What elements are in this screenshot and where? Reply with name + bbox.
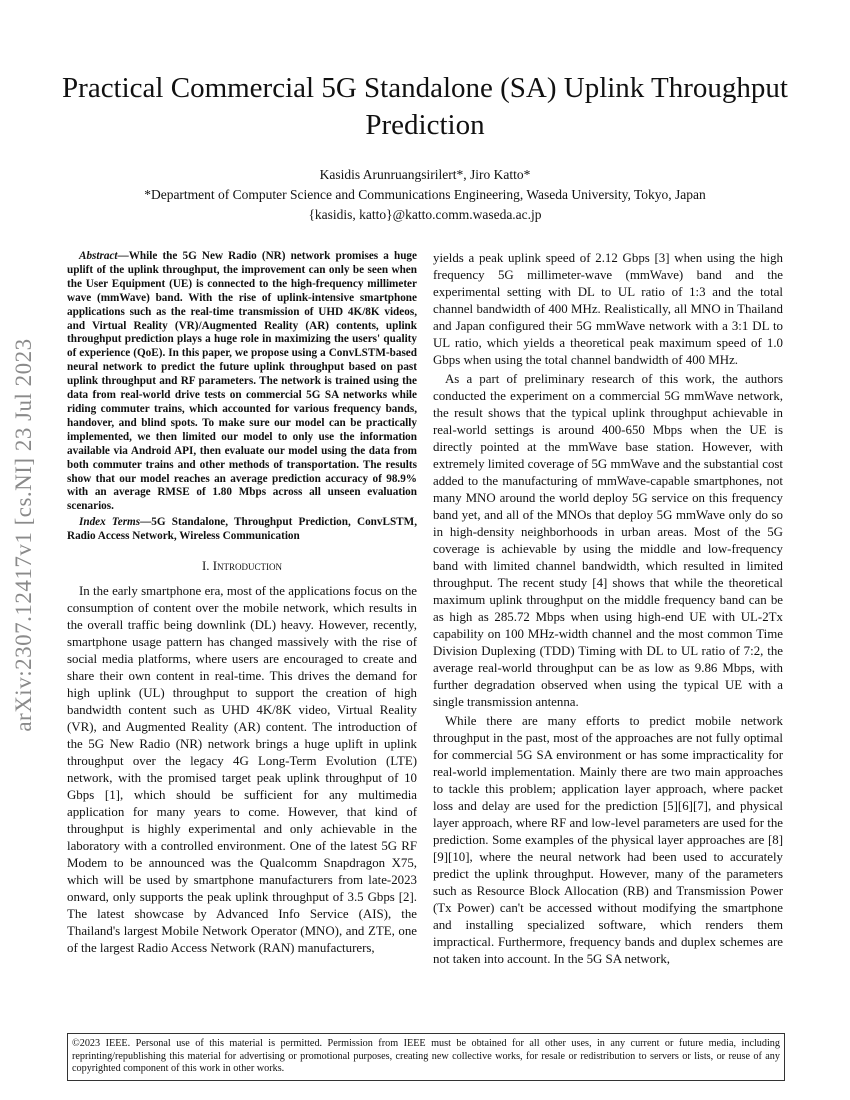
index-terms-text: —5G Standalone, Throughput Prediction, ConvLSTM, Radio Access Network, Wireless Communication — [67, 516, 417, 543]
author-affiliation: *Department of Computer Science and Communications Engineering, Waseda University, Tokyo, Japan — [144, 187, 706, 202]
arxiv-identifier: arXiv:2307.12417v1 [cs.NI] 23 Jul 2023 — [11, 338, 36, 732]
body-paragraph: In the early smartphone era, most of the applications focus on the consumption of content over the mobile network, which results in the overall traffic being downlink (DL) heavy. However, recently, smartphone usage pattern has changed massively with the rise of social media platforms, where users are encouraged to create and share their own content in real-time. This drives the demand for high uplink (UL) throughput to support the creation of high bandwidth content such as UHD 4K/8K video, Virtual Reality (VR), and Augmented Reality (AR) content. The introduction of the 5G New Radio (NR) network brings a huge uplift in uplink throughput over the legacy 4G Long-Term Evolution (LTE) network, with the promised target peak uplink throughput of 10 Gbps [1], which should be sufficient for any multimedia application for many years to come. However, that kind of throughput is highly experimental and only achievable in the laboratory with a controlled environment. One of the latest 5G RF Modem to be announced was the Qualcomm Snapdragon X75, which will be used by smartphone manufacturers from late-2023 onward, only supports the peak uplink throughput of 3.5 Gbps [2]. The latest showcase by Advanced Info Service (AIS), the Thailand's largest Mobile Network Operator (MNO), and ZTE, one of the largest Radio Access Network (RAN) manufacturers, — [67, 584, 417, 956]
author-block — [60, 165, 790, 225]
author-names: Kasidis Arunruangsirilert*, Jiro Katto* — [319, 167, 531, 182]
body-paragraph: As a part of preliminary research of this work, the authors conducted the experiment on a commercial 5G mmWave network, the result shows that the typical uplink throughput achievable in real-world settings is around 400-650 Mbps when the UE is directly pointed at the mmWave base station. However, with extremely limited coverage of 5G mmWave and the substantial cost added to the manufacturing of mmWave-capable smartphones, not many MNO around the world deploy 5G service on this frequency band yet, and all of the MNOs that deploy 5G mmWave only do so in high-density neighborhoods in urban areas. Most of the 5G coverage is achievable by using the middle and low-frequency band with limited channel bandwidth, which resulted in limited throughput. The recent study [4] shows that while the theoretical maximum uplink throughput on the middle frequency band can be as high as 285.72 Mbps when using high-end UE with UL-2Tx capability on 100 MHz-width channel and the most common Time Division Duplexing (TDD) Timing with DL to UL ratio of 7:2, the average real-world throughput can be as low as 9.86 Mbps, with further degradation observed when using the typical UE with a single transmission antenna. — [433, 372, 783, 709]
copyright-notice: ©2023 IEEE. Personal use of this material is permitted. Permission from IEEE must be obtained for all other uses, in any current or future media, including reprinting/republishing this material for advertising or promotional purposes, creating new collective works, for resale or redistribution to servers or lists, or reuse of any copyrighted component of this work in other works. — [67, 1033, 785, 1081]
arxiv-sidebar — [4, 250, 44, 820]
index-terms — [67, 516, 417, 544]
abstract — [67, 250, 417, 514]
right-column — [433, 250, 783, 970]
abstract-text: —While the 5G New Radio (NR) network promises a huge uplift of the uplink throughput, the improvement can only be seen when the User Equipment (UE) is connected to the high-frequency millimeter wave (mmWave) band. With the rise of uplink-intensive smartphone applications such as the real-time transmission of UHD 4K/8K videos, and Virtual Reality (VR)/Augmented Reality (AR) contents, uplink throughput prediction plays a huge role in maximizing the users' quality of experience (QoE). In this paper, we propose using a ConvLSTM-based neural network to predict the future uplink throughput based on past uplink throughput and RF parameters. The network is trained using the data from real-world drive tests on commercial 5G SA networks while riding commuter trains, which accounted for various frequency bands, handover, and blind spots. To make sure our model can be practically implemented, we then limited our model to only use the information available via Android API, then evaluate our model using the data from both commuter trains and other methods of transportation. The results show that our model reaches an average prediction accuracy of 98.9% with an average RMSE of 1.80 Mbps across all unseen evaluation scenarios. — [67, 250, 417, 513]
body-paragraph: yields a peak uplink speed of 2.12 Gbps [3] when using the high frequency 5G millimeter-wave (mmWave) band and the experimental setting with DL to UL ratio of 1:3 and the total channel bandwidth of 400 MHz. Realistically, all MNO in Thailand and Japan configured their 5G mmWave network with a 3:1 DL to UL ratio, which yields a theoretical peak maximum speed of 1.0 Gbps when using the total channel bandwidth of 400 MHz. — [433, 251, 783, 367]
paper-title: Practical Commercial 5G Standalone (SA) Uplink Throughput Prediction — [62, 72, 788, 141]
abstract-label: Abstract — [79, 250, 118, 262]
section-heading-introduction: I. Introduction — [201, 559, 283, 574]
body-paragraph: While there are many efforts to predict mobile network throughput in the past, most of the approaches are not fully optimal for commercial 5G SA environment or has some impracticality for real-world implementation. Mainly there are two main approaches to tackle this problem; application layer approach, where packet loss and delay are used for the prediction [5][6][7], and physical layer approach, where RF and low-level parameters are used for the prediction. Some examples of the physical layer approaches are [8][9][10], where the neural network had been used to accurately predict the uplink throughput. However, many of the parameters such as Resource Block Allocation (RB) and Transmission Power (Tx Power) can't be accessed without modifying the smartphone and installing specialized software, which renders them impractical. Furthermore, frequency bands and duplex schemes are not taken into account. In the 5G SA network, — [433, 714, 783, 966]
left-column — [67, 250, 417, 959]
index-terms-label: Index Terms — [79, 516, 141, 529]
author-email: {kasidis, katto}@katto.comm.waseda.ac.jp — [308, 207, 542, 222]
